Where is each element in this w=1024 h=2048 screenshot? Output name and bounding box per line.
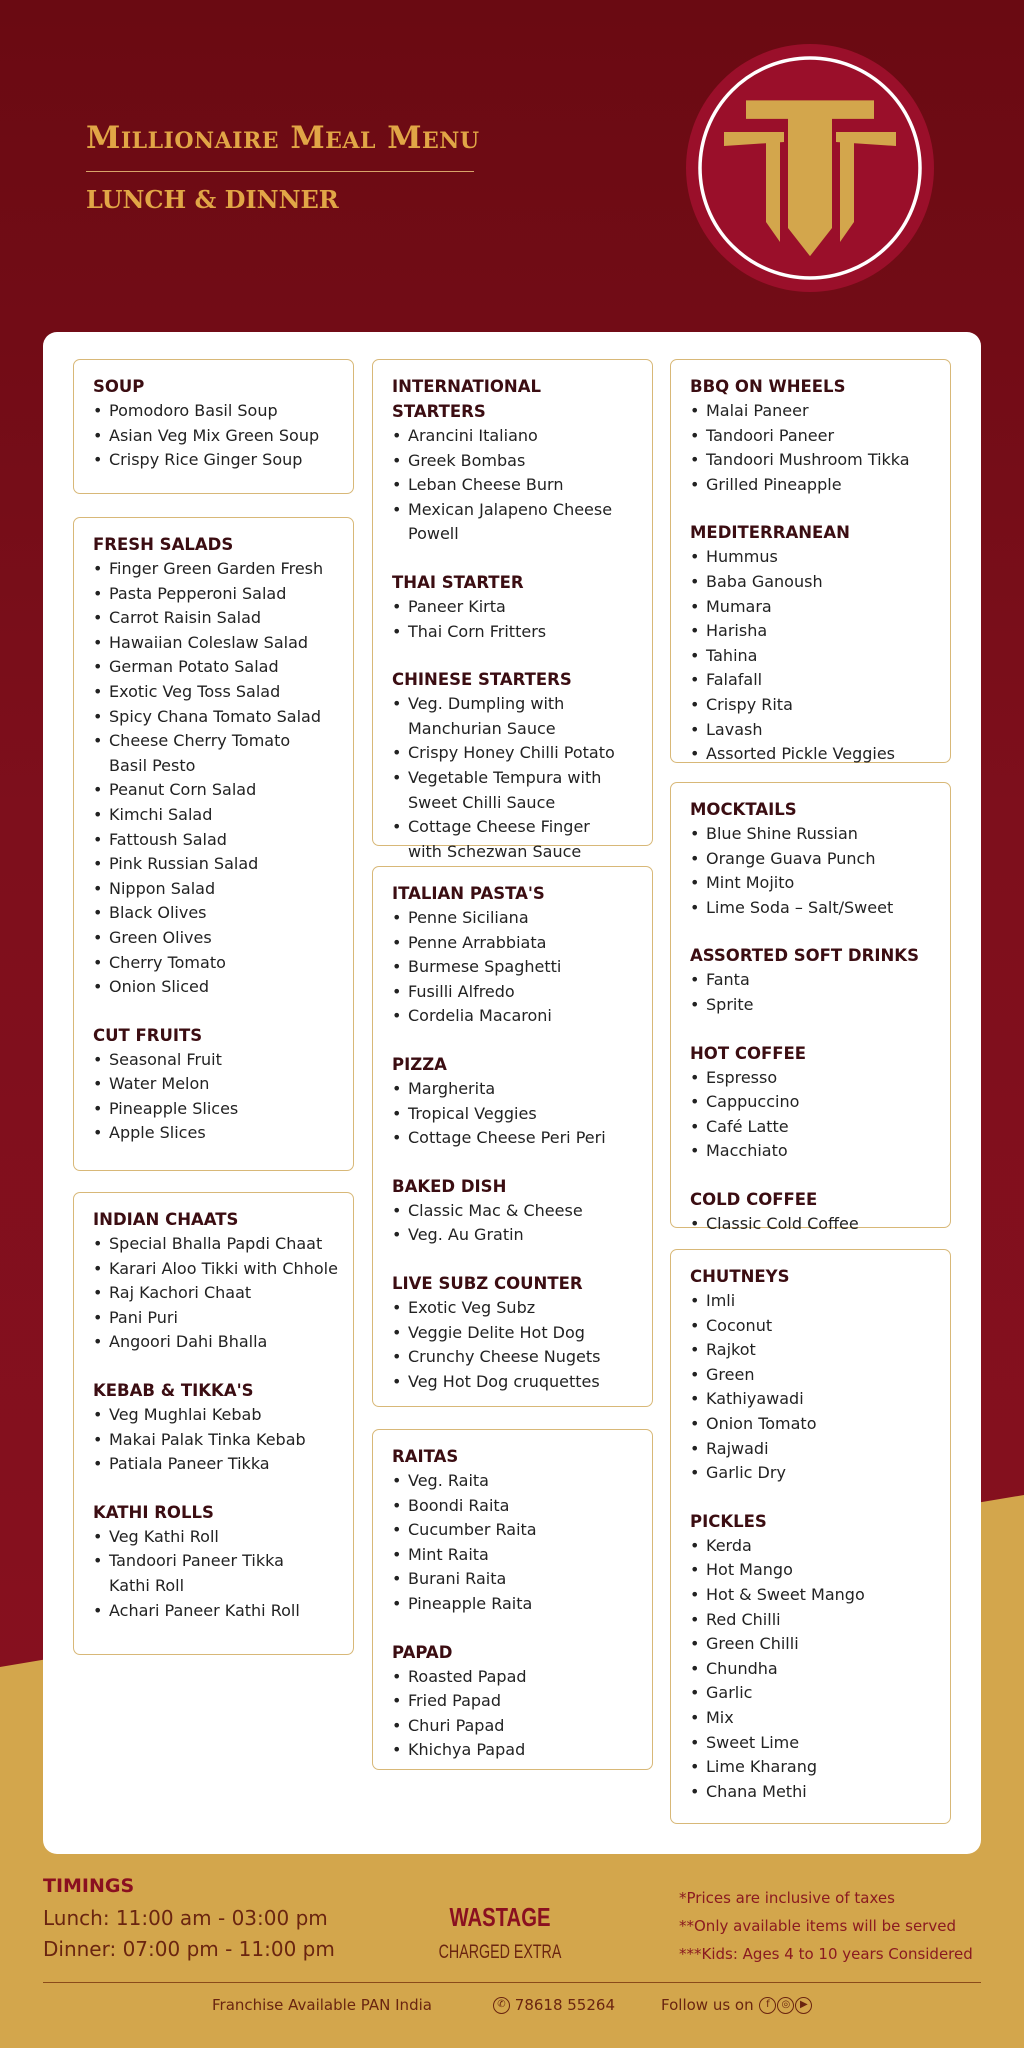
- menu-item: • Cottage Cheese Finger with Schezwan Sauce: [392, 815, 638, 864]
- timings-heading: TIMINGS: [43, 1875, 135, 1897]
- menu-item: • Tandoori Paneer: [690, 424, 936, 449]
- menu-item: • Red Chilli: [690, 1608, 936, 1633]
- menu-item: • Falafall: [690, 668, 936, 693]
- menu-item: • Crunchy Cheese Nugets: [392, 1345, 638, 1370]
- menu-item: • Rajkot: [690, 1338, 936, 1363]
- menu-item: • Lavash: [690, 718, 936, 743]
- lunch-timing: Lunch: 11:00 am - 03:00 pm: [43, 1906, 328, 1930]
- menu-item: • Lime Soda – Salt/Sweet: [690, 896, 936, 921]
- menu-box: [372, 359, 653, 861]
- title-divider: [86, 171, 474, 172]
- brand-logo: [684, 42, 936, 294]
- section-title: INTERNATIONAL STARTERS: [392, 377, 541, 421]
- menu-item: • Veg Mughlai Kebab: [93, 1403, 339, 1428]
- menu-item: • Blue Shine Russian: [690, 822, 936, 847]
- section-title: ITALIAN PASTA'S: [392, 884, 545, 903]
- menu-item: • Fanta: [690, 968, 936, 993]
- section-title: INDIAN CHAATS: [93, 1210, 239, 1229]
- menu-item: • Rajwadi: [690, 1437, 936, 1462]
- menu-item: • Tandoori Paneer Tikka Kathi Roll: [93, 1549, 339, 1598]
- menu-item: • Pineapple Raita: [392, 1592, 638, 1617]
- menu-item: • Black Olives: [93, 901, 339, 926]
- menu-item: • Onion Tomato: [690, 1412, 936, 1437]
- menu-section: [93, 1207, 339, 1355]
- section-title: ASSORTED SOFT DRINKS: [690, 946, 919, 966]
- menu-section: [392, 570, 638, 644]
- menu-item: • Sprite: [690, 993, 936, 1018]
- menu-item: • Carrot Raisin Salad: [93, 606, 339, 631]
- menu-item: • Pink Russian Salad: [93, 852, 339, 877]
- note-prices: *Prices are inclusive of taxes: [679, 1889, 895, 1907]
- menu-box: [670, 359, 951, 763]
- menu-item: • Mix: [690, 1706, 936, 1731]
- menu-item: • Crispy Rita: [690, 693, 936, 718]
- menu-item: • Burani Raita: [392, 1567, 638, 1592]
- menu-item: • Thai Corn Fritters: [392, 620, 638, 645]
- menu-item: • Green: [690, 1363, 936, 1388]
- menu-item: • Espresso: [690, 1066, 936, 1091]
- menu-item: • Penne Arrabbiata: [392, 931, 638, 956]
- menu-section: [690, 1041, 936, 1164]
- section-title: BBQ ON WHEELS: [690, 377, 846, 396]
- menu-item: • Crispy Rice Ginger Soup: [93, 448, 339, 473]
- menu-item: • Garlic Dry: [690, 1461, 936, 1486]
- menu-item: • Fried Papad: [392, 1689, 638, 1714]
- menu-item: • Seasonal Fruit: [93, 1048, 339, 1073]
- section-title: CHINESE STARTERS: [392, 670, 572, 690]
- menu-item: • Roasted Papad: [392, 1665, 638, 1690]
- section-title: BAKED DISH: [392, 1176, 507, 1196]
- menu-section: [690, 1264, 936, 1486]
- menu-item: • Greek Bombas: [392, 449, 638, 474]
- menu-item: • Pasta Pepperoni Salad: [93, 582, 339, 607]
- menu-item: • Hot Mango: [690, 1558, 936, 1583]
- menu-item: • Baba Ganoush: [690, 570, 936, 595]
- menu-item: • Makai Palak Tinka Kebab: [93, 1428, 339, 1453]
- charged-extra-label: CHARGED EXTRA: [438, 1942, 562, 1963]
- menu-item: • Pomodoro Basil Soup: [93, 399, 339, 424]
- youtube-icon[interactable]: ▶: [795, 1997, 812, 2014]
- menu-item: • Kimchi Salad: [93, 803, 339, 828]
- menu-item: • Veg. Raita: [392, 1469, 638, 1494]
- menu-item: • Garlic: [690, 1681, 936, 1706]
- section-title: RAITAS: [392, 1447, 459, 1466]
- menu-section: [690, 943, 936, 1017]
- menu-item: • Mexican Jalapeno Cheese Powell: [392, 498, 638, 547]
- menu-section: [93, 1023, 339, 1146]
- menu-item: • Khichya Papad: [392, 1738, 638, 1763]
- menu-item: • Fattoush Salad: [93, 828, 339, 853]
- menu-section: [690, 374, 936, 497]
- menu-box: [670, 782, 951, 1233]
- menu-item: • Arancini Italiano: [392, 424, 638, 449]
- menu-item: • Chana Methi: [690, 1780, 936, 1805]
- menu-item: • Classic Cold Coffee: [690, 1212, 936, 1237]
- menu-item: • Mumara: [690, 595, 936, 620]
- menu-section: [93, 374, 339, 473]
- menu-item: • Kerda: [690, 1534, 936, 1559]
- menu-item: • Tandoori Mushroom Tikka: [690, 448, 936, 473]
- menu-item: • Cheese Cherry Tomato Basil Pesto: [93, 729, 339, 778]
- menu-item: • Veg Kathi Roll: [93, 1525, 339, 1550]
- dinner-timing: Dinner: 07:00 pm - 11:00 pm: [43, 1937, 335, 1961]
- menu-box: [670, 1249, 951, 1824]
- menu-section: [392, 1174, 638, 1248]
- menu-item: • Mint Raita: [392, 1543, 638, 1568]
- menu-item: • Macchiato: [690, 1139, 936, 1164]
- menu-section: [392, 1052, 638, 1151]
- menu-item: • Green Olives: [93, 926, 339, 951]
- menu-box: [73, 359, 354, 494]
- menu-section: [392, 1640, 638, 1763]
- menu-item: • Hot & Sweet Mango: [690, 1583, 936, 1608]
- menu-section: [93, 1500, 339, 1623]
- menu-section: [690, 797, 936, 920]
- menu-item: • Exotic Veg Toss Salad: [93, 680, 339, 705]
- menu-section: [392, 374, 638, 547]
- menu-item: • Karari Aloo Tikki with Chhole: [93, 1257, 339, 1282]
- franchise-text: Franchise Available PAN India: [212, 1996, 432, 2014]
- menu-box: [372, 1429, 653, 1770]
- menu-item: • Nippon Salad: [93, 877, 339, 902]
- menu-section: [392, 1271, 638, 1394]
- menu-item: • Veg. Au Gratin: [392, 1223, 638, 1248]
- section-title: PICKLES: [690, 1511, 767, 1531]
- menu-item: • Asian Veg Mix Green Soup: [93, 424, 339, 449]
- menu-item: • Boondi Raita: [392, 1494, 638, 1519]
- menu-item: • Classic Mac & Cheese: [392, 1199, 638, 1224]
- menu-section: [392, 881, 638, 1029]
- menu-item: • Hummus: [690, 545, 936, 570]
- menu-section: [93, 1378, 339, 1477]
- menu-title: Millionaire Meal Menu: [86, 120, 480, 156]
- menu-section: [93, 532, 339, 1000]
- menu-item: • Burmese Spaghetti: [392, 955, 638, 980]
- menu-item: • Angoori Dahi Bhalla: [93, 1330, 339, 1355]
- section-title: SOUP: [93, 377, 145, 396]
- menu-item: • Harisha: [690, 619, 936, 644]
- menu-item: • Assorted Pickle Veggies: [690, 742, 936, 767]
- note-kids: ***Kids: Ages 4 to 10 years Considered: [679, 1945, 973, 1963]
- section-title: CUT FRUITS: [93, 1025, 203, 1045]
- menu-item: • Peanut Corn Salad: [93, 778, 339, 803]
- menu-item: • Water Melon: [93, 1072, 339, 1097]
- menu-item: • Kathiyawadi: [690, 1387, 936, 1412]
- menu-item: • Tropical Veggies: [392, 1102, 638, 1127]
- menu-item: • Special Bhalla Papdi Chaat: [93, 1232, 339, 1257]
- menu-item: • Cucumber Raita: [392, 1518, 638, 1543]
- menu-item: • Coconut: [690, 1314, 936, 1339]
- menu-item: • Orange Guava Punch: [690, 847, 936, 872]
- facebook-icon[interactable]: f: [759, 1997, 776, 2014]
- follow-us-label: Follow us on: [661, 1996, 754, 2014]
- menu-item: • Lime Kharang: [690, 1755, 936, 1780]
- menu-item: • Churi Papad: [392, 1714, 638, 1739]
- menu-section: [690, 520, 936, 766]
- menu-item: • Patiala Paneer Tikka: [93, 1452, 339, 1477]
- phone-number[interactable]: 78618 55264: [514, 1996, 615, 2014]
- menu-section: [690, 1187, 936, 1237]
- menu-item: • Green Chilli: [690, 1632, 936, 1657]
- wastage-label: WASTAGE: [449, 1902, 551, 1932]
- note-availability: **Only available items will be served: [679, 1917, 956, 1935]
- section-title: COLD COFFEE: [690, 1189, 818, 1209]
- section-title: FRESH SALADS: [93, 535, 234, 554]
- menu-item: • Apple Slices: [93, 1121, 339, 1146]
- menu-item: • Cappuccino: [690, 1090, 936, 1115]
- menu-box: [73, 1192, 354, 1655]
- menu-section: [392, 667, 638, 864]
- menu-item: • Tahina: [690, 644, 936, 669]
- menu-item: • Imli: [690, 1289, 936, 1314]
- menu-item: • Mint Mojito: [690, 871, 936, 896]
- menu-item: • Onion Sliced: [93, 975, 339, 1000]
- menu-item: • Cordelia Macaroni: [392, 1004, 638, 1029]
- section-title: MEDITERRANEAN: [690, 523, 850, 543]
- menu-item: • Hawaiian Coleslaw Salad: [93, 631, 339, 656]
- section-title: CHUTNEYS: [690, 1267, 790, 1286]
- section-title: KEBAB & TIKKA'S: [93, 1380, 254, 1400]
- section-title: HOT COFFEE: [690, 1043, 807, 1063]
- menu-item: • Malai Paneer: [690, 399, 936, 424]
- menu-box: [372, 866, 653, 1407]
- footer-divider: [43, 1982, 981, 1983]
- menu-item: • Veggie Delite Hot Dog: [392, 1321, 638, 1346]
- menu-item: • Pineapple Slices: [93, 1097, 339, 1122]
- menu-item: • Leban Cheese Burn: [392, 473, 638, 498]
- instagram-icon[interactable]: ◎: [777, 1997, 794, 2014]
- menu-item: • Veg. Dumpling with Manchurian Sauce: [392, 692, 638, 741]
- section-title: MOCKTAILS: [690, 800, 797, 819]
- menu-item: • Margherita: [392, 1077, 638, 1102]
- section-title: LIVE SUBZ COUNTER: [392, 1273, 583, 1293]
- menu-item: • Spicy Chana Tomato Salad: [93, 705, 339, 730]
- menu-item: • Cherry Tomato: [93, 951, 339, 976]
- menu-item: • Pani Puri: [93, 1306, 339, 1331]
- menu-item: • Paneer Kirta: [392, 595, 638, 620]
- menu-item: • Fusilli Alfredo: [392, 980, 638, 1005]
- menu-box: [73, 517, 354, 1171]
- section-title: PAPAD: [392, 1642, 453, 1662]
- menu-section: [392, 1444, 638, 1617]
- menu-item: • German Potato Salad: [93, 655, 339, 680]
- menu-item: • Vegetable Tempura with Sweet Chilli Sauce: [392, 766, 638, 815]
- menu-item: • Crispy Honey Chilli Potato: [392, 741, 638, 766]
- menu-item: • Achari Paneer Kathi Roll: [93, 1599, 339, 1624]
- menu-item: • Café Latte: [690, 1115, 936, 1140]
- menu-item: • Chundha: [690, 1657, 936, 1682]
- menu-item: • Cottage Cheese Peri Peri: [392, 1126, 638, 1151]
- menu-item: • Penne Siciliana: [392, 906, 638, 931]
- menu-subtitle: LUNCH & DINNER: [86, 185, 339, 214]
- phone-icon: ✆: [493, 1997, 510, 2014]
- menu-item: • Grilled Pineapple: [690, 473, 936, 498]
- menu-section: [690, 1509, 936, 1805]
- menu-item: • Raj Kachori Chaat: [93, 1281, 339, 1306]
- section-title: THAI STARTER: [392, 572, 524, 592]
- section-title: KATHI ROLLS: [93, 1502, 214, 1522]
- section-title: PIZZA: [392, 1054, 447, 1074]
- menu-item: • Sweet Lime: [690, 1731, 936, 1756]
- menu-item: • Exotic Veg Subz: [392, 1296, 638, 1321]
- menu-item: • Finger Green Garden Fresh: [93, 557, 339, 582]
- menu-item: • Veg Hot Dog cruquettes: [392, 1370, 638, 1395]
